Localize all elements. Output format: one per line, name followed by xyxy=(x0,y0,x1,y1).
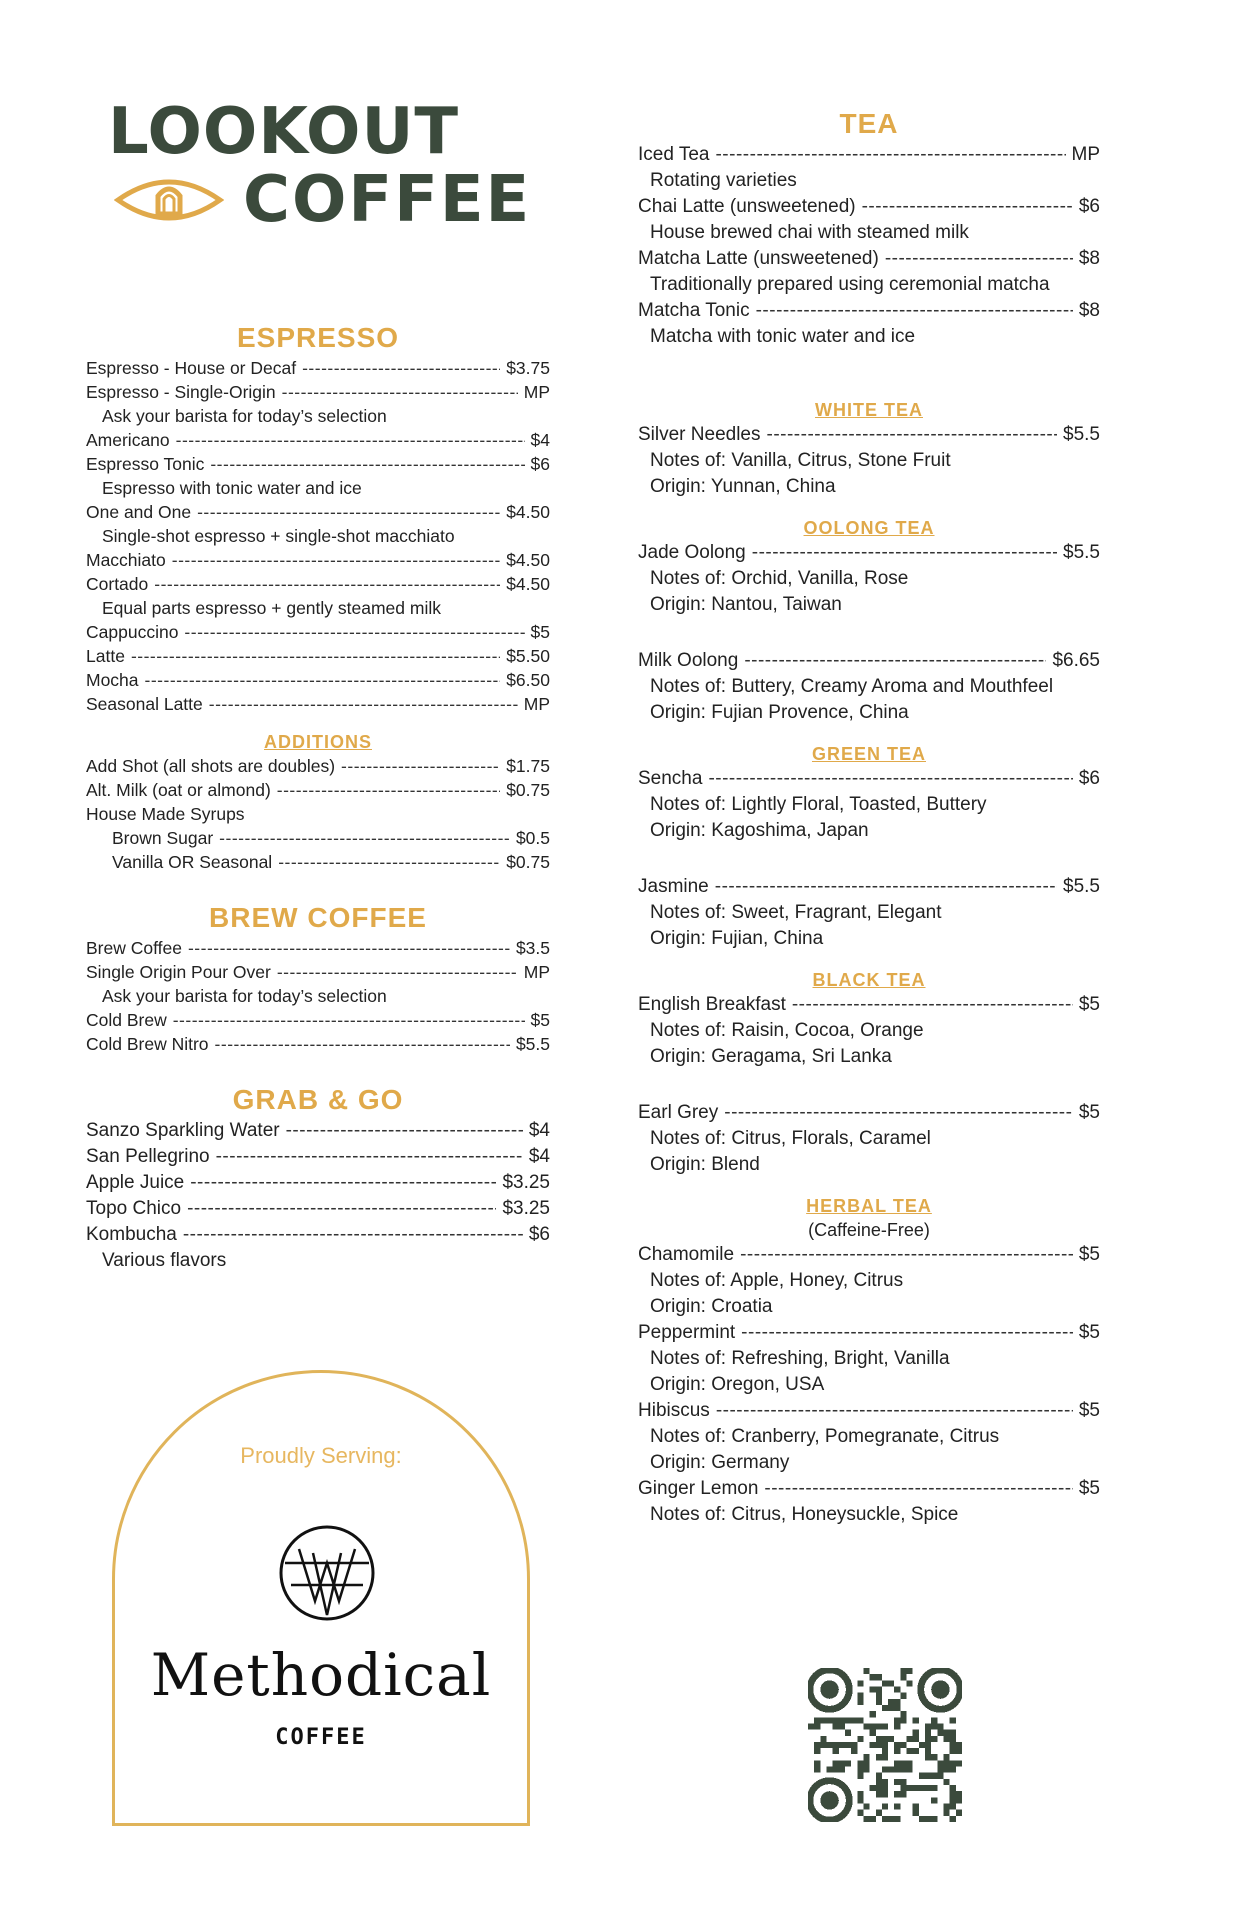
item-name: Sanzo Sparkling Water xyxy=(86,1120,280,1141)
black-tea-list xyxy=(638,992,1100,1178)
item-origin: Origin: Blend xyxy=(650,1154,760,1175)
right-column xyxy=(638,106,1100,1528)
item-origin: Origin: Oregon, USA xyxy=(650,1374,825,1395)
espresso-list xyxy=(86,356,550,716)
item-name: Apple Juice xyxy=(86,1172,185,1193)
menu-item xyxy=(86,500,550,524)
item-note: Espresso with tonic water and ice xyxy=(102,478,362,498)
item-price: $3.75 xyxy=(506,358,550,378)
menu-item xyxy=(86,668,550,692)
black-tea-title: BLACK TEA xyxy=(812,970,926,990)
menu-item xyxy=(638,992,1100,1018)
herbal-tea-title: HERBAL TEA xyxy=(806,1196,932,1216)
item-price: $5 xyxy=(530,1010,550,1030)
item-notes: Notes of: Citrus, Honeysuckle, Spice xyxy=(650,1504,959,1525)
proudly-serving-label: Proudly Serving: xyxy=(240,1443,402,1468)
methodical-mark-icon xyxy=(277,1523,377,1623)
item-notes: Notes of: Apple, Honey, Citrus xyxy=(650,1270,904,1291)
item-notes: Notes of: Vanilla, Citrus, Stone Fruit xyxy=(650,450,951,471)
menu-item xyxy=(86,1170,550,1196)
menu-item xyxy=(86,692,550,716)
item-name: Cold Brew Nitro xyxy=(86,1034,209,1054)
item-name: Ginger Lemon xyxy=(638,1478,759,1499)
item-name: Alt. Milk (oat or almond) xyxy=(86,780,271,800)
item-price: $4 xyxy=(528,1146,550,1167)
item-notes: Notes of: Lightly Floral, Toasted, Buttery xyxy=(650,794,987,815)
item-note: Equal parts espresso + gently steamed milk xyxy=(102,598,441,618)
item-name: Espresso - House or Decaf xyxy=(86,358,297,378)
item-price: $4 xyxy=(530,430,550,450)
item-price: $0.75 xyxy=(506,852,550,872)
item-price: $6 xyxy=(528,1224,550,1245)
item-price: $8 xyxy=(1078,300,1100,321)
item-name: Mocha xyxy=(86,670,139,690)
item-price: $5.5 xyxy=(515,1034,550,1054)
item-notes: Notes of: Citrus, Florals, Caramel xyxy=(650,1128,931,1149)
white-tea-list xyxy=(638,422,1100,500)
menu-item xyxy=(86,960,550,984)
item-name: Milk Oolong xyxy=(638,650,739,671)
item-origin: Origin: Yunnan, China xyxy=(650,476,836,497)
item-note: Single-shot espresso + single-shot macchiato xyxy=(102,526,455,546)
logo-text-coffee: COFFEE xyxy=(243,163,532,237)
item-name: Iced Tea xyxy=(638,144,710,165)
item-name: Cappuccino xyxy=(86,622,179,642)
item-price: $3.5 xyxy=(515,938,550,958)
espresso-title: ESPRESSO xyxy=(236,322,400,353)
item-price: $5 xyxy=(1078,1244,1100,1265)
item-note: Matcha with tonic water and ice xyxy=(650,326,916,347)
menu-item xyxy=(638,246,1100,272)
tea-title: TEA xyxy=(839,108,899,139)
item-name: Jasmine xyxy=(638,876,709,897)
menu-item xyxy=(86,850,550,874)
menu-item xyxy=(86,936,550,960)
item-price: $1.75 xyxy=(506,756,550,776)
menu-item xyxy=(638,422,1100,448)
item-name: Espresso Tonic xyxy=(86,454,205,474)
item-name: Cortado xyxy=(86,574,149,594)
proudly-serving-panel xyxy=(112,1370,530,1826)
item-price: $5.5 xyxy=(1063,424,1100,445)
item-price: $3.25 xyxy=(502,1172,550,1193)
item-price: $5 xyxy=(1078,1322,1100,1343)
grab-list xyxy=(86,1118,550,1274)
menu-item xyxy=(86,754,550,778)
menu-item xyxy=(638,142,1100,168)
item-price: $6 xyxy=(530,454,550,474)
oolong-tea-title: OOLONG TEA xyxy=(803,518,935,538)
item-price: MP xyxy=(523,694,550,714)
item-name: Add Shot (all shots are doubles) xyxy=(86,756,336,776)
menu-item xyxy=(86,620,550,644)
item-price: $6.65 xyxy=(1052,650,1100,671)
item-price: $4 xyxy=(528,1120,550,1141)
item-notes: Notes of: Orchid, Vanilla, Rose xyxy=(650,568,909,589)
methodical-brand-sub: COFFEE xyxy=(275,1725,367,1750)
item-price: $5 xyxy=(1078,1102,1100,1123)
methodical-brand: Methodical xyxy=(150,1641,492,1709)
lookout-coffee-logo xyxy=(108,95,532,237)
item-note: Rotating varieties xyxy=(650,170,797,191)
menu-item xyxy=(86,644,550,668)
menu-item xyxy=(638,1398,1100,1424)
qr-code-icon[interactable] xyxy=(808,1668,962,1822)
item-name: Cold Brew xyxy=(86,1010,167,1030)
item-price: $6 xyxy=(1078,768,1100,789)
item-note: Traditionally prepared using ceremonial matcha xyxy=(650,274,1050,295)
left-column xyxy=(86,320,550,1274)
menu-item xyxy=(86,1118,550,1144)
item-name: Seasonal Latte xyxy=(86,694,203,714)
green-tea-list xyxy=(638,766,1100,952)
item-price: $4.50 xyxy=(506,550,550,570)
item-price: $3.25 xyxy=(502,1198,550,1219)
menu-item xyxy=(638,766,1100,792)
white-tea-title: WHITE TEA xyxy=(815,400,923,420)
item-price: MP xyxy=(1071,144,1100,165)
oolong-tea-list xyxy=(638,540,1100,726)
item-price: $6 xyxy=(1078,196,1100,217)
item-name: Chai Latte (unsweetened) xyxy=(638,196,856,217)
item-name: Brown Sugar xyxy=(112,828,214,848)
item-name: Earl Grey xyxy=(638,1102,719,1123)
eye-icon xyxy=(114,172,224,228)
menu-item xyxy=(86,572,550,596)
item-name: Peppermint xyxy=(638,1322,736,1343)
item-name: Single Origin Pour Over xyxy=(86,962,271,982)
item-name: Jade Oolong xyxy=(638,542,746,563)
menu-item xyxy=(86,1032,550,1056)
item-price: $5 xyxy=(1078,1478,1100,1499)
item-origin: Origin: Kagoshima, Japan xyxy=(650,820,869,841)
item-name: One and One xyxy=(86,502,192,522)
menu-item xyxy=(86,356,550,380)
menu-item xyxy=(638,1476,1100,1502)
item-price: MP xyxy=(523,962,550,982)
menu-item xyxy=(86,1222,550,1248)
menu-item xyxy=(638,874,1100,900)
item-price: $8 xyxy=(1078,248,1100,269)
menu-item xyxy=(86,778,550,802)
syrups-label: House Made Syrups xyxy=(86,804,245,824)
item-name: Sencha xyxy=(638,768,703,789)
herbal-tea-subtitle: (Caffeine-Free) xyxy=(808,1220,930,1240)
item-price: $4.50 xyxy=(506,502,550,522)
item-price: $0.5 xyxy=(515,828,550,848)
menu-item xyxy=(86,428,550,452)
item-name: Silver Needles xyxy=(638,424,761,445)
item-name: Matcha Tonic xyxy=(638,300,750,321)
item-name: Vanilla OR Seasonal xyxy=(112,852,273,872)
menu-item xyxy=(638,540,1100,566)
item-note: Various flavors xyxy=(102,1250,227,1271)
item-price: $5.5 xyxy=(1063,876,1100,897)
menu-item xyxy=(638,298,1100,324)
herbal-tea-list xyxy=(638,1242,1100,1528)
item-origin: Origin: Geragama, Sri Lanka xyxy=(650,1046,892,1067)
item-name: Americano xyxy=(86,430,170,450)
logo-text-lookout: LOOKOUT xyxy=(108,95,460,169)
item-price: $4.50 xyxy=(506,574,550,594)
menu-item xyxy=(638,648,1100,674)
item-origin: Origin: Fujian, China xyxy=(650,928,824,949)
item-notes: Notes of: Sweet, Fragrant, Elegant xyxy=(650,902,942,923)
item-name: San Pellegrino xyxy=(86,1146,210,1167)
item-price: $5 xyxy=(1078,1400,1100,1421)
item-notes: Notes of: Raisin, Cocoa, Orange xyxy=(650,1020,924,1041)
brew-list xyxy=(86,936,550,1056)
tea-list xyxy=(638,142,1100,350)
menu-item xyxy=(86,380,550,404)
item-price: MP xyxy=(523,382,550,402)
item-name: Brew Coffee xyxy=(86,938,182,958)
item-origin: Origin: Germany xyxy=(650,1452,790,1473)
item-note: Ask your barista for today’s selection xyxy=(102,986,387,1006)
item-name: Espresso - Single-Origin xyxy=(86,382,276,402)
menu-item xyxy=(638,1242,1100,1268)
item-price: $6.50 xyxy=(506,670,550,690)
item-name: English Breakfast xyxy=(638,994,786,1015)
green-tea-title: GREEN TEA xyxy=(811,744,926,764)
additions-title: ADDITIONS xyxy=(264,732,372,752)
item-name: Latte xyxy=(86,646,125,666)
menu-item xyxy=(86,1196,550,1222)
item-name: Chamomile xyxy=(638,1244,735,1265)
brew-title: BREW COFFEE xyxy=(209,902,427,933)
menu-item xyxy=(86,826,550,850)
menu-item xyxy=(638,1320,1100,1346)
item-name: Matcha Latte (unsweetened) xyxy=(638,248,879,269)
item-origin: Origin: Fujian Provence, China xyxy=(650,702,909,723)
item-name: Hibiscus xyxy=(638,1400,710,1421)
item-name: Macchiato xyxy=(86,550,166,570)
item-price: $0.75 xyxy=(506,780,550,800)
item-origin: Origin: Croatia xyxy=(650,1296,773,1317)
item-name: Topo Chico xyxy=(86,1198,182,1219)
item-name: Kombucha xyxy=(86,1224,177,1245)
item-price: $5 xyxy=(530,622,550,642)
menu-item xyxy=(638,194,1100,220)
item-notes: Notes of: Buttery, Creamy Aroma and Mouthfeel xyxy=(650,676,1054,697)
menu-item xyxy=(86,548,550,572)
item-price: $5 xyxy=(1078,994,1100,1015)
grab-title: GRAB & GO xyxy=(232,1084,404,1115)
item-price: $5.5 xyxy=(1063,542,1100,563)
syrups-label-row xyxy=(86,802,550,826)
menu-item xyxy=(86,1008,550,1032)
menu-item xyxy=(86,1144,550,1170)
menu-item xyxy=(638,1100,1100,1126)
item-origin: Origin: Nantou, Taiwan xyxy=(650,594,842,615)
item-notes: Notes of: Refreshing, Bright, Vanilla xyxy=(650,1348,950,1369)
item-price: $5.50 xyxy=(506,646,550,666)
menu-item xyxy=(86,452,550,476)
item-note: Ask your barista for today’s selection xyxy=(102,406,387,426)
item-note: House brewed chai with steamed milk xyxy=(650,222,969,243)
item-notes: Notes of: Cranberry, Pomegranate, Citrus xyxy=(650,1426,1000,1447)
